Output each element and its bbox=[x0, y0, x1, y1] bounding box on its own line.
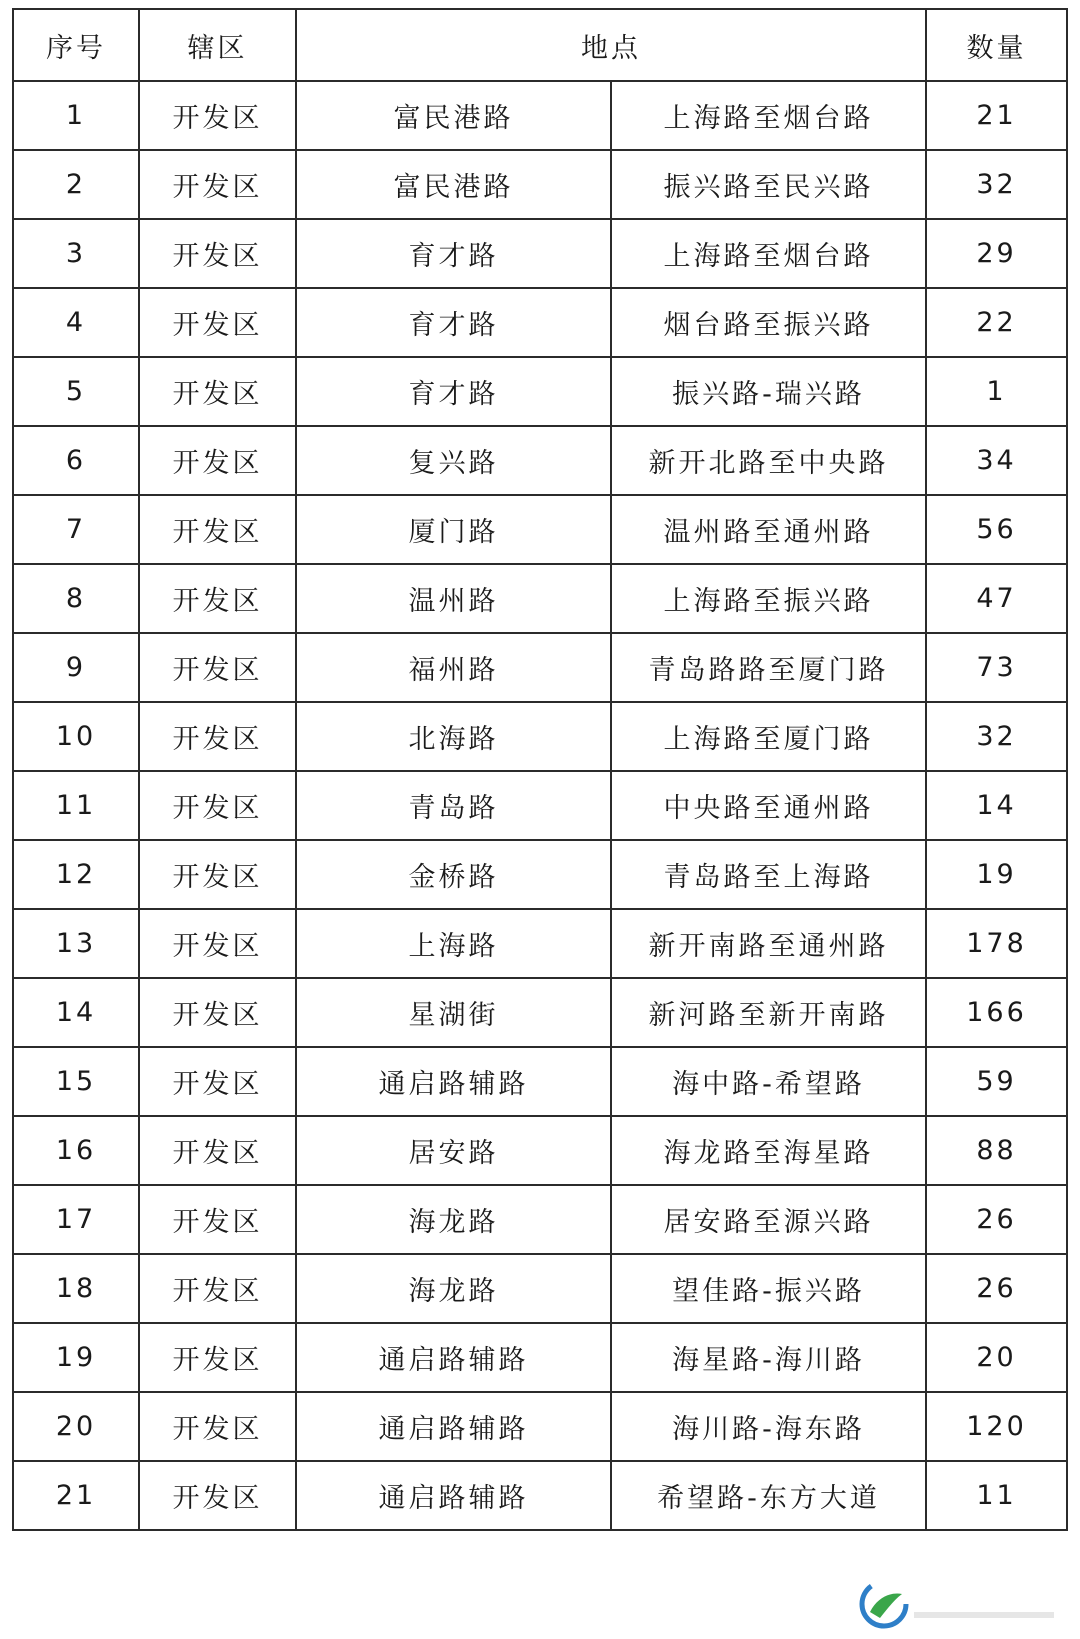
table-row bbox=[13, 288, 1067, 357]
cell-road: 富民港路 bbox=[296, 81, 611, 150]
cell-road: 育才路 bbox=[296, 357, 611, 426]
cell-count: 1 bbox=[926, 357, 1067, 426]
header-count: 数量 bbox=[926, 9, 1067, 81]
cell-index: 15 bbox=[13, 1047, 139, 1116]
table-row bbox=[13, 219, 1067, 288]
cell-count: 166 bbox=[926, 978, 1067, 1047]
cell-count: 88 bbox=[926, 1116, 1067, 1185]
watermark bbox=[912, 1600, 1062, 1630]
table-row bbox=[13, 771, 1067, 840]
cell-range: 海星路-海川路 bbox=[611, 1323, 926, 1392]
cell-index: 8 bbox=[13, 564, 139, 633]
cell-count: 32 bbox=[926, 702, 1067, 771]
cell-count: 19 bbox=[926, 840, 1067, 909]
cell-count: 22 bbox=[926, 288, 1067, 357]
table-row bbox=[13, 909, 1067, 978]
cell-road: 复兴路 bbox=[296, 426, 611, 495]
cell-district: 开发区 bbox=[139, 219, 296, 288]
cell-range: 烟台路至振兴路 bbox=[611, 288, 926, 357]
cell-range: 希望路-东方大道 bbox=[611, 1461, 926, 1530]
cell-district: 开发区 bbox=[139, 1254, 296, 1323]
cell-district: 开发区 bbox=[139, 909, 296, 978]
table-row bbox=[13, 81, 1067, 150]
cell-district: 开发区 bbox=[139, 564, 296, 633]
cell-index: 13 bbox=[13, 909, 139, 978]
table-row bbox=[13, 150, 1067, 219]
cell-district: 开发区 bbox=[139, 81, 296, 150]
cell-road: 温州路 bbox=[296, 564, 611, 633]
cell-count: 26 bbox=[926, 1254, 1067, 1323]
cell-index: 4 bbox=[13, 288, 139, 357]
table-row bbox=[13, 564, 1067, 633]
table-row bbox=[13, 633, 1067, 702]
table-body bbox=[13, 81, 1067, 1530]
cell-range: 上海路至烟台路 bbox=[611, 219, 926, 288]
cell-range: 海龙路至海星路 bbox=[611, 1116, 926, 1185]
table-header-row bbox=[13, 9, 1067, 81]
cell-range: 新河路至新开南路 bbox=[611, 978, 926, 1047]
table-row bbox=[13, 357, 1067, 426]
cell-road: 海龙路 bbox=[296, 1254, 611, 1323]
cell-index: 6 bbox=[13, 426, 139, 495]
cell-road: 通启路辅路 bbox=[296, 1047, 611, 1116]
cell-road: 通启路辅路 bbox=[296, 1461, 611, 1530]
cell-index: 10 bbox=[13, 702, 139, 771]
cell-count: 47 bbox=[926, 564, 1067, 633]
cell-index: 1 bbox=[13, 81, 139, 150]
table-row bbox=[13, 840, 1067, 909]
cell-count: 32 bbox=[926, 150, 1067, 219]
cell-road: 通启路辅路 bbox=[296, 1323, 611, 1392]
cell-district: 开发区 bbox=[139, 978, 296, 1047]
table-row bbox=[13, 1392, 1067, 1461]
cell-road: 福州路 bbox=[296, 633, 611, 702]
cell-index: 16 bbox=[13, 1116, 139, 1185]
table-row bbox=[13, 702, 1067, 771]
cell-road: 北海路 bbox=[296, 702, 611, 771]
cell-district: 开发区 bbox=[139, 1392, 296, 1461]
cell-count: 56 bbox=[926, 495, 1067, 564]
cell-count: 14 bbox=[926, 771, 1067, 840]
cell-range: 新开南路至通州路 bbox=[611, 909, 926, 978]
cell-index: 3 bbox=[13, 219, 139, 288]
cell-count: 21 bbox=[926, 81, 1067, 150]
cell-index: 18 bbox=[13, 1254, 139, 1323]
cell-range: 上海路至烟台路 bbox=[611, 81, 926, 150]
cell-range: 海中路-希望路 bbox=[611, 1047, 926, 1116]
cell-road: 育才路 bbox=[296, 288, 611, 357]
table-row bbox=[13, 1047, 1067, 1116]
cell-range: 振兴路至民兴路 bbox=[611, 150, 926, 219]
locations-table bbox=[12, 8, 1068, 1531]
cell-road: 通启路辅路 bbox=[296, 1392, 611, 1461]
cell-road: 上海路 bbox=[296, 909, 611, 978]
cell-index: 19 bbox=[13, 1323, 139, 1392]
cell-index: 21 bbox=[13, 1461, 139, 1530]
cell-district: 开发区 bbox=[139, 1047, 296, 1116]
table-row bbox=[13, 1461, 1067, 1530]
logo-icon bbox=[858, 1578, 910, 1630]
cell-road: 青岛路 bbox=[296, 771, 611, 840]
cell-index: 14 bbox=[13, 978, 139, 1047]
header-district: 辖区 bbox=[139, 9, 296, 81]
cell-index: 7 bbox=[13, 495, 139, 564]
cell-index: 9 bbox=[13, 633, 139, 702]
cell-count: 34 bbox=[926, 426, 1067, 495]
cell-range: 温州路至通州路 bbox=[611, 495, 926, 564]
cell-count: 29 bbox=[926, 219, 1067, 288]
cell-road: 海龙路 bbox=[296, 1185, 611, 1254]
header-location: 地点 bbox=[296, 9, 926, 81]
cell-range: 青岛路至上海路 bbox=[611, 840, 926, 909]
cell-district: 开发区 bbox=[139, 150, 296, 219]
table-row bbox=[13, 978, 1067, 1047]
cell-district: 开发区 bbox=[139, 1323, 296, 1392]
cell-road: 金桥路 bbox=[296, 840, 611, 909]
cell-range: 望佳路-振兴路 bbox=[611, 1254, 926, 1323]
cell-count: 178 bbox=[926, 909, 1067, 978]
cell-district: 开发区 bbox=[139, 1461, 296, 1530]
cell-district: 开发区 bbox=[139, 771, 296, 840]
table-row bbox=[13, 1323, 1067, 1392]
cell-district: 开发区 bbox=[139, 1185, 296, 1254]
cell-district: 开发区 bbox=[139, 840, 296, 909]
cell-index: 17 bbox=[13, 1185, 139, 1254]
cell-district: 开发区 bbox=[139, 357, 296, 426]
cell-district: 开发区 bbox=[139, 288, 296, 357]
cell-range: 上海路至振兴路 bbox=[611, 564, 926, 633]
cell-count: 59 bbox=[926, 1047, 1067, 1116]
cell-range: 振兴路-瑞兴路 bbox=[611, 357, 926, 426]
table-row bbox=[13, 495, 1067, 564]
cell-index: 2 bbox=[13, 150, 139, 219]
cell-count: 120 bbox=[926, 1392, 1067, 1461]
cell-count: 11 bbox=[926, 1461, 1067, 1530]
cell-district: 开发区 bbox=[139, 495, 296, 564]
cell-index: 12 bbox=[13, 840, 139, 909]
cell-count: 20 bbox=[926, 1323, 1067, 1392]
cell-road: 育才路 bbox=[296, 219, 611, 288]
cell-road: 居安路 bbox=[296, 1116, 611, 1185]
cell-count: 73 bbox=[926, 633, 1067, 702]
header-index: 序号 bbox=[13, 9, 139, 81]
cell-count: 26 bbox=[926, 1185, 1067, 1254]
cell-index: 20 bbox=[13, 1392, 139, 1461]
cell-district: 开发区 bbox=[139, 426, 296, 495]
cell-range: 青岛路路至厦门路 bbox=[611, 633, 926, 702]
cell-range: 上海路至厦门路 bbox=[611, 702, 926, 771]
cell-district: 开发区 bbox=[139, 633, 296, 702]
cell-range: 中央路至通州路 bbox=[611, 771, 926, 840]
table-row bbox=[13, 1116, 1067, 1185]
cell-range: 新开北路至中央路 bbox=[611, 426, 926, 495]
cell-index: 5 bbox=[13, 357, 139, 426]
cell-range: 居安路至源兴路 bbox=[611, 1185, 926, 1254]
cell-district: 开发区 bbox=[139, 702, 296, 771]
cell-road: 富民港路 bbox=[296, 150, 611, 219]
cell-road: 厦门路 bbox=[296, 495, 611, 564]
cell-range: 海川路-海东路 bbox=[611, 1392, 926, 1461]
table-row bbox=[13, 1185, 1067, 1254]
table-row bbox=[13, 1254, 1067, 1323]
cell-road: 星湖街 bbox=[296, 978, 611, 1047]
cell-district: 开发区 bbox=[139, 1116, 296, 1185]
cell-index: 11 bbox=[13, 771, 139, 840]
table-row bbox=[13, 426, 1067, 495]
